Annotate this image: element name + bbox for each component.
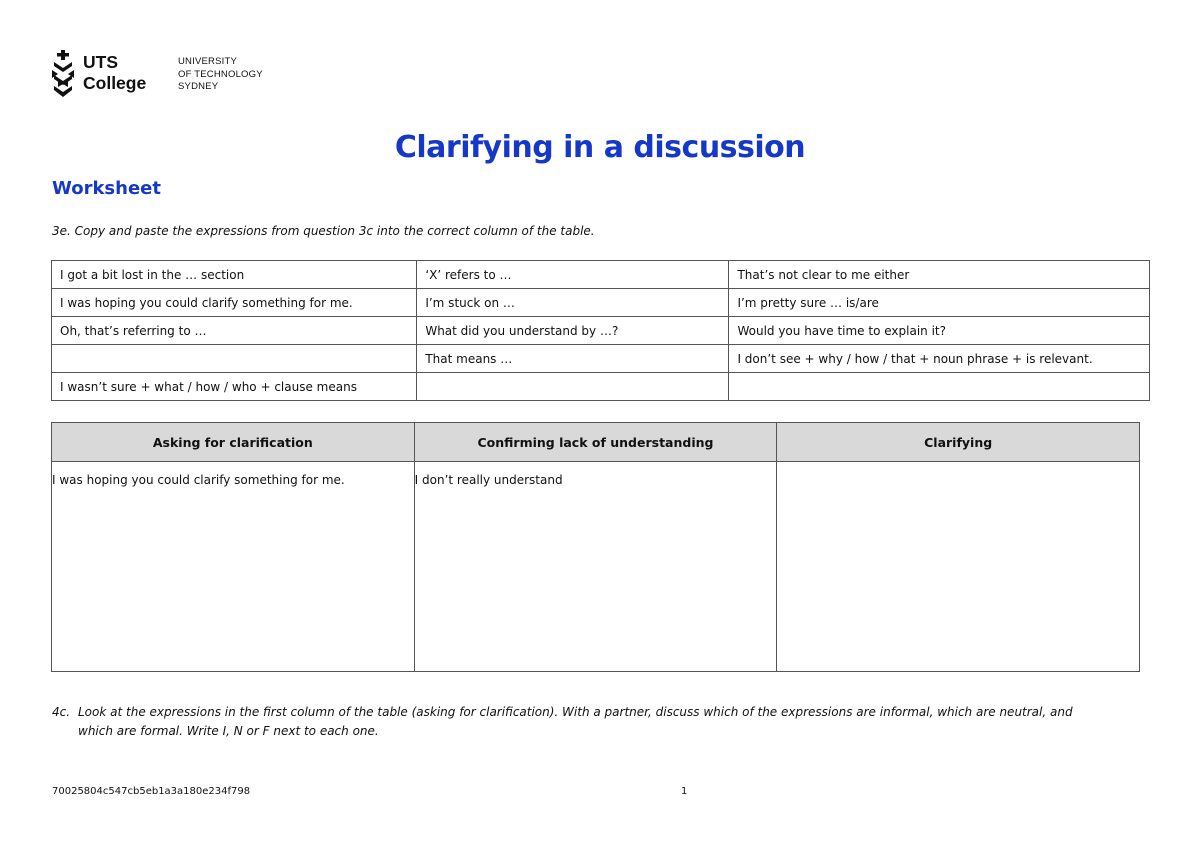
- logo-university-text: [178, 56, 263, 94]
- logo-uni-line2: OF TECHNOLOGY: [178, 68, 263, 80]
- answer-cell-clarifying[interactable]: [777, 462, 1140, 672]
- uts-logo-icon: [50, 50, 76, 98]
- table-row: [52, 373, 1150, 401]
- expression-cell: I’m stuck on …: [417, 289, 729, 317]
- sorting-header-row: [52, 423, 1140, 462]
- table-row: [52, 289, 1150, 317]
- answer-cell-confirming[interactable]: I don’t really understand: [414, 462, 777, 672]
- uts-college-logo: [50, 48, 290, 100]
- expression-cell: I was hoping you could clarify something for me.: [52, 289, 417, 317]
- instruction-3e: 3e. Copy and paste the expressions from question 3c into the correct column of the table.: [52, 224, 595, 238]
- answer-cell-asking[interactable]: I was hoping you could clarify something for me.: [52, 462, 415, 672]
- expression-cell: [729, 373, 1150, 401]
- expression-cell: What did you understand by …?: [417, 317, 729, 345]
- instruction-4c-number: 4c.: [52, 705, 71, 719]
- logo-uni-line3: SYDNEY: [178, 81, 219, 92]
- column-header-asking: Asking for clarification: [52, 423, 415, 462]
- logo-uni-line1: UNIVERSITY: [178, 56, 238, 67]
- expressions-table: [51, 260, 1150, 401]
- sorting-table: [51, 422, 1140, 672]
- expression-cell: I wasn’t sure + what / how / who + clause means: [52, 373, 417, 401]
- table-row: [52, 261, 1150, 289]
- page-subtitle: Worksheet: [52, 178, 161, 199]
- instruction-4c: [52, 703, 1132, 741]
- logo-name-line2: College: [83, 73, 147, 93]
- column-header-confirming: Confirming lack of understanding: [414, 423, 777, 462]
- logo-name-line1: UTS: [83, 52, 118, 72]
- instruction-4c-line1: Look at the expressions in the first column of the table (asking for clarification). With a partner, discuss which of the expressions are informal, which are neutral, and: [78, 705, 1073, 719]
- table-row: [52, 317, 1150, 345]
- page-title: Clarifying in a discussion: [394, 130, 806, 165]
- expression-cell: ‘X’ refers to …: [417, 261, 729, 289]
- column-header-clarifying: Clarifying: [777, 423, 1140, 462]
- expression-cell: I’m pretty sure … is/are: [729, 289, 1150, 317]
- sorting-answer-row: [52, 462, 1140, 672]
- expression-cell: I got a bit lost in the … section: [52, 261, 417, 289]
- expression-cell: Would you have time to explain it?: [729, 317, 1150, 345]
- page-number: 1: [681, 786, 688, 797]
- expression-cell: [52, 345, 417, 373]
- table-row: [52, 345, 1150, 373]
- expression-cell: That means …: [417, 345, 729, 373]
- document-id: 70025804c547cb5eb1a3a180e234f798: [52, 786, 251, 797]
- expression-cell: [417, 373, 729, 401]
- expression-cell: Oh, that’s referring to …: [52, 317, 417, 345]
- logo-wordmark: [83, 52, 146, 94]
- instruction-4c-line2: which are formal. Write I, N or F next to each one.: [78, 724, 379, 738]
- expression-cell: I don’t see + why / how / that + noun phrase + is relevant.: [729, 345, 1150, 373]
- expression-cell: That’s not clear to me either: [729, 261, 1150, 289]
